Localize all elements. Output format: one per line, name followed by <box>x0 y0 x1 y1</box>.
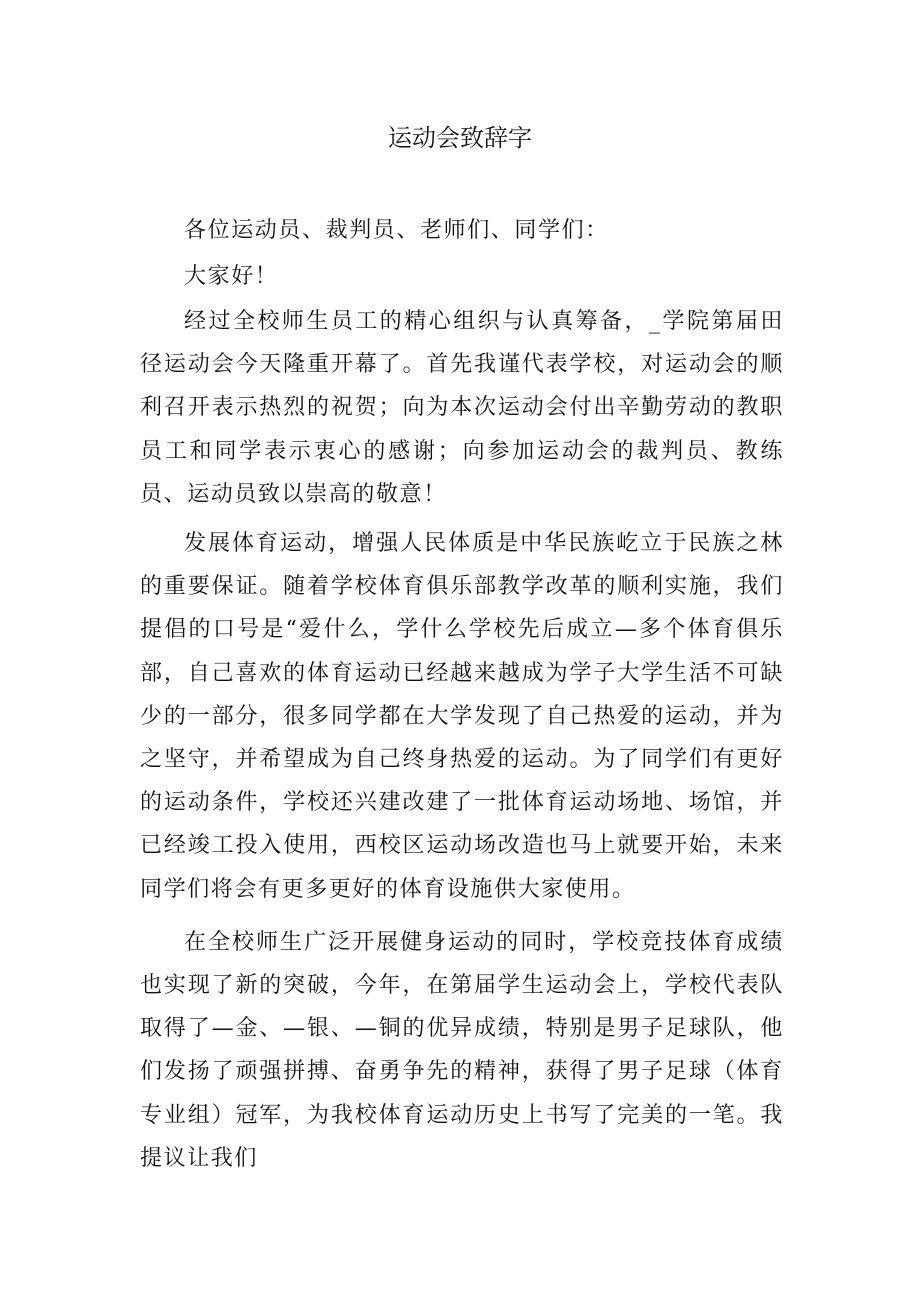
paragraph-spacer <box>140 911 784 921</box>
paragraph-sports-development: 发展体育运动，增强人民体质是中华民族屹立于民族之林的重要保证。随着学校体育俱乐部教学改革的顺利实施，我们提倡的口号是“爱什么，学什么学校先后成立—多个体育俱乐部，自己喜欢的体育运动已经越来越成为学子大学生活不可缺少的一部分，很多同学都在大学发现了自己热爱的运动，并为之坚守，并希望成为自己终身热爱的运动。为了同学们有更好的运动条件，学校还兴建改建了一批体育运动场地、场馆，并已经竣工投入使用，西校区运动场改造也马上就要开始，未来同学们将会有更多更好的体育设施供大家使用。 <box>140 531 784 902</box>
paragraph-competition-results: 在全校师生广泛开展健身运动的同时，学校竞技体育成绩也实现了新的突破，今年，在第届学生运动会上，学校代表队取得了—金、—银、—铜的优异成绩，特别是男子足球队，他们发扬了顽强拼搏、奋勇争先的精神，获得了男子足球（体育专业组）冠军，为我校体育运动历史上书写了完美的一笔。我提议让我们 <box>140 929 784 1171</box>
document-title: 运动会致辞字 <box>388 124 532 152</box>
greeting-line: 大家好！ <box>184 264 279 289</box>
paragraph-opening: 经过全校师生员工的精心组织与认真筹备，_学院第届田径运动会今天隆重开幕了。首先我谨代表学校，对运动会的顺利召开表示热烈的祝贺；向为本次运动会付出辛勤劳动的教职员工和同学表示衷心的感谢；向参加运动会的裁判员、教练员、运动员致以崇高的敬意！ <box>140 309 784 507</box>
document-body <box>140 208 784 1180</box>
salutation-line: 各位运动员、裁判员、老师们、同学们： <box>184 218 609 243</box>
